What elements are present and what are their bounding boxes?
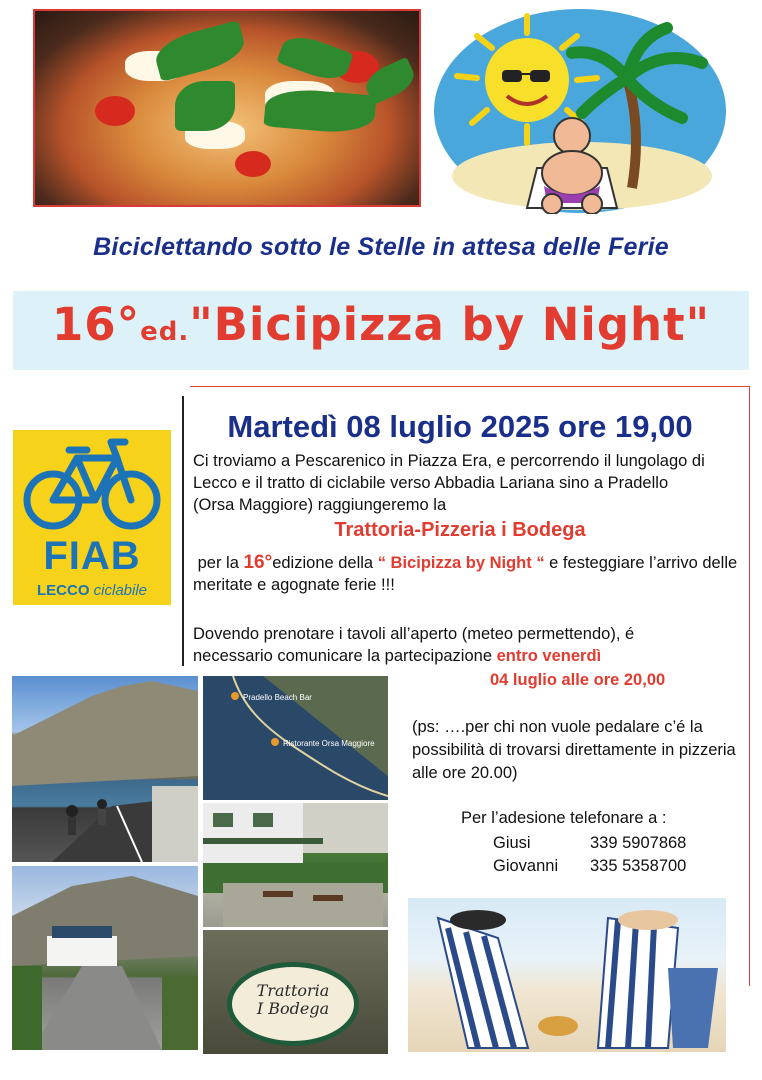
contact-name: Giovanni [493,857,559,875]
para2-text-c: e festeggiare l’arrivo delle meritate e agognate ferie !!! [193,554,738,594]
contact-phone: 339 5907868 [590,834,687,852]
para2-edition: 16° [243,552,273,573]
contact-name: Giusi [493,834,531,852]
intro-paragraph: Ci troviamo a Pescarenico in Piazza Era, e percorrendo il lungolago di Lecco e il tratto di ciclabile verso Abbadia Lariana sino a Pradello (Orsa Maggiore) raggiungeremo la [193,452,705,514]
event-date: Martedì 08 luglio 2025 ore 19,00 [227,409,693,444]
sign-line-1: Trattoria [256,981,330,1000]
beach-deckchairs-photo [408,898,726,1052]
lakeside-cycling-photo [12,676,198,862]
title-edition-abbrev: ed. [140,317,190,347]
event-title [13,298,749,351]
title-edition-number: 16° [51,298,141,351]
map-label-2: Ristorante Orsa Maggiore [283,739,375,748]
vertical-divider [182,396,184,666]
venue-name: Trattoria-Pizzeria i Bodega [334,519,586,541]
edition-paragraph [193,552,753,596]
para2-text-a: per la [197,554,239,572]
trattoria-sign-photo [203,930,388,1054]
fiab-brand-text: FIAB [43,534,141,578]
deadline-part-2: 04 luglio alle ore 20,00 [490,671,666,689]
fiab-subtitle [13,582,171,599]
contact-phone: 335 5358700 [590,857,687,875]
beach-cartoon-illustration [432,8,728,214]
ps-note: (ps: ….per chi non vuole pedalare c’é la possibilità di trovarsi direttamente in pizzeria alle ore 20.00) [412,718,736,782]
booking-paragraph [193,623,713,667]
fiab-sub-plain: LECCO [36,582,90,599]
sign-line-2: I Bodega [256,999,330,1018]
map-label-1: Pradello Beach Bar [243,693,312,702]
para2-text-b: edizione della [272,554,374,572]
title-event-name: "Bicipizza by Night" [189,298,711,351]
para3-text: Dovendo prenotare i tavoli all’aperto (meteo permettendo), é necessario comunicare la partecipazione [193,625,635,665]
restaurant-garden-photo [203,803,388,927]
contact-header: Per l’adesione telefonare a : [461,809,667,827]
lakeside-path-photo [12,866,198,1050]
sign-text [227,982,359,1018]
tagline: Biciclettando sotto le Stelle in attesa delle Ferie [93,233,669,261]
deadline-part-1: entro venerdì [496,647,602,665]
fiab-sub-italic: ciclabile [93,582,148,599]
para2-event-name: “ Bicipizza by Night “ [377,554,545,572]
pizza-photo [33,9,421,207]
map-screenshot [203,676,388,800]
